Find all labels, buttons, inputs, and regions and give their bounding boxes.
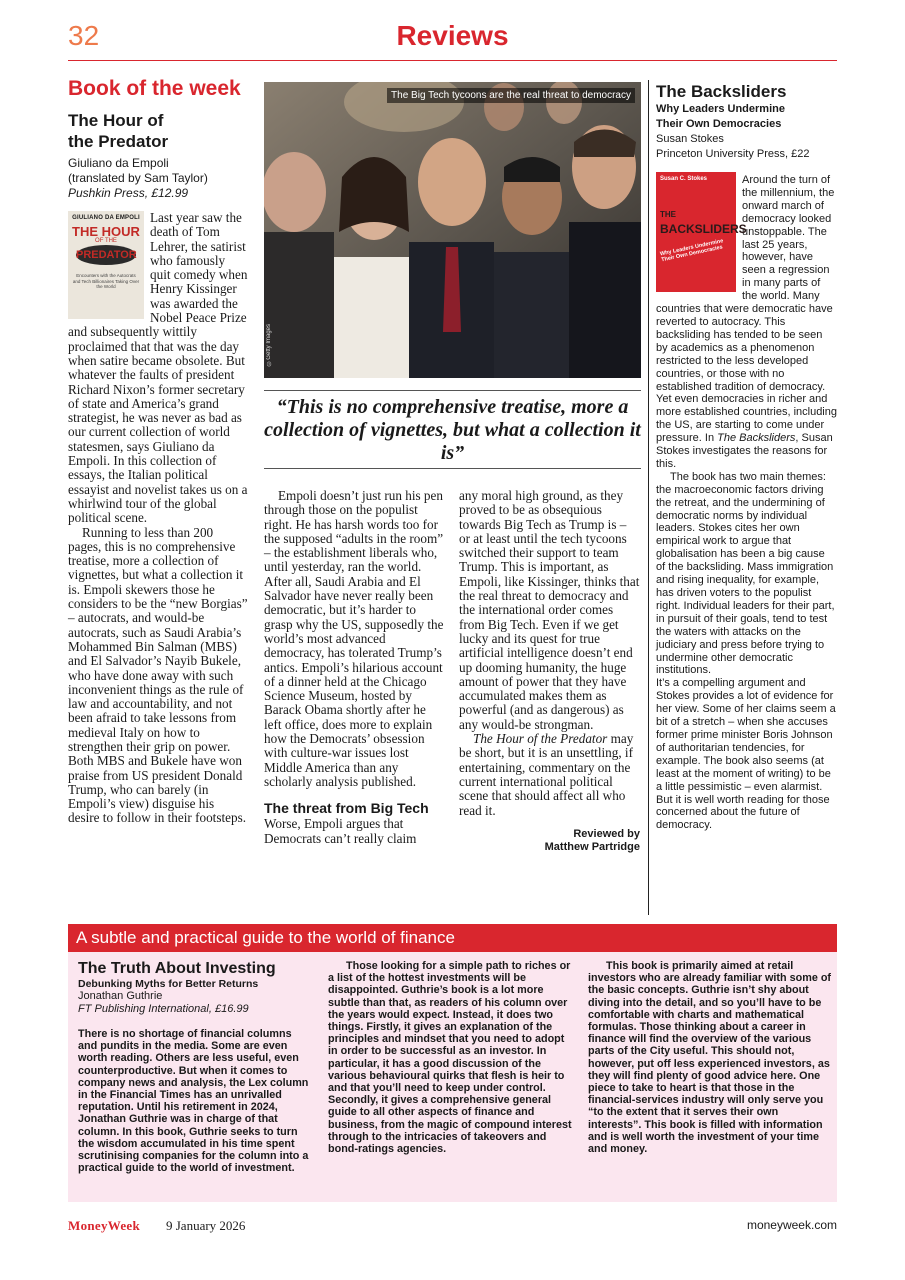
cover-author: GIULIANO DA EMPOLI [72,215,140,221]
review-paragraph-final [459,732,640,818]
book-title-italic: The Hour of the Predator [473,731,608,747]
cover-title-a: THE [660,210,676,219]
cover-title-c: PREDATOR [76,245,136,265]
para-text: Around the turn of the millennium, the onward march of democracy looked unstoppable. The last 25 years, however, have seen a regression in many parts of the world. Many countries that were democratic have reverted to autocracy. This backsliding has tended to be seen by academics as a phenomenon restricted to the less developed countries, or those with no established tradition of democracy. Yet even democracies in richer and more established countries, including the US, are starting to come under pressure. In [656,174,837,445]
review-body-col3 [459,489,640,854]
cover-author: Susan C. Stokes [660,176,708,182]
cover-title [660,208,747,236]
subhead-big-tech: The threat from Big Tech [264,800,429,817]
book-author: Giuliano da Empoli [68,156,169,170]
finance-book-publisher: FT Publishing International, £16.99 [78,1003,249,1015]
para-italic: The Backsliders [717,432,796,445]
photo-credit: ©Getty Images [266,324,272,366]
finance-col1 [78,960,310,1174]
cover-subtitle: Why Leaders Undermine Their Own Democracies [659,238,724,264]
photo-illustration [264,82,641,378]
backsliders-publisher: Princeton University Press, £22 [656,148,810,160]
photo-caption: The Big Tech tycoons are the real threat to democracy [387,88,635,103]
cover-title-b: BACKSLIDERS [660,222,747,236]
backsliders-paragraph: But it is well worth reading for those concerned about the future of democracy. [656,793,830,832]
quote-rule [264,468,641,469]
book-title-line1: The Hour of [68,111,164,130]
review-paragraph: Worse, Empoli argues that Democrats can’t really claim [264,816,417,846]
backsliders-subtitle-line1: Why Leaders Undermine [656,103,785,115]
backsliders-column [656,82,837,832]
review-paragraph-final-text: may be short, but it is an unsettling, if entertaining, commentary on the current international political scene that should affect all who read it. [459,731,634,818]
book-of-week-column [68,76,248,826]
cover-title-b: OF THE [95,238,117,244]
top-rule [68,60,837,61]
backsliders-title: The Backsliders [656,82,787,101]
moneyweek-logo: MoneyWeek [68,1218,141,1233]
finance-book-subtitle: Debunking Myths for Better Returns [78,978,259,990]
finance-paragraph: There is no shortage of financial columns and pundits in the media. Some are even worth reading. Others are less useful, even counterproductive. But when it comes to company news and analysis, the Lex column in the Financial Times has an unrivalled reputation. Until his retirement in 2024, Jonathan Guthrie was in charge of that column. In this book, Guthrie seeks to turn the wisdom accumulated in his time spent scrutinising companies for the column into a practical guide to the world of investment. [78,1028,309,1175]
reviewer-name: Matthew Partridge [544,840,640,853]
finance-banner: A subtle and practical guide to the world of finance [68,924,837,952]
photo-rule [264,390,641,391]
review-paragraph: Running to less than 200 pages, this is no comprehensive treatise, more a collection of vignettes, but what a collection it is. Empoli skewers those he considers to be the “new Borgias” – autocrats, and would-be autocrats, such as Saudi Arabia’s Mohammed Bin Salman (MBS) and El Salvador’s Nayib Bukele, who have done away with such inconvenient things as the rule of law and accountability, and not been afraid to take lessons from medieval Italy on how to strengthen their grip on power. Both MBS and Bukele have won praise from US president Donald Trump, who can barely (in Empoli’s view) disguise his desire to follow in their footsteps. [68,524,248,826]
book-title-line2: the Predator [68,132,169,151]
reviewer-credit [459,828,640,854]
review-paragraph: Empoli doesn’t just run his pen through those on the populist right. He has harsh words too for the supposed “adults in the room” – the establishment liberals who, until yesterday, ran the world. After all, Saudi Arabia and El Salvador have never really been democratic, but it’s harder to grasp why the US, supposedly the world’s most advanced democracy, has tolerated Trump’s antics. Empoli’s hilarious account of a dinner held at the Chicago Science Museum, hosted by Barack Obama shortly after he left office, does more to explain how the Democrats’ obsession with culture-war issues lost Middle America than any scholarly analysis published. [264,488,444,789]
reviewed-by-label: Reviewed by [573,827,640,840]
finance-paragraph: Those looking for a simple path to riches or a list of the hottest investments will be disappointed. Guthrie’s book is a lot more subtle than that, as readers of his column over the years would expect. Instead, it does two things. Firstly, it gives an explanation of the principles and mindset that you need to adopt in order to be successful as an investor. In particular, it has a good discussion of the various behavioural quirks that flesh is heir to and that you’ll need to keep under control. Secondly, it gives a comprehensive general guide to all other aspects of finance and business, from the magic of compound interest through to the intricacies of takeovers and bond-ratings agencies. [328,960,572,1156]
backsliders-paragraph: The book has two main themes: the macroeconomic factors driving the retreat, and the undermining of democratic norms by individual leaders. Stokes cites her own empirical work to argue that globalisation has been a big cause of the backsliding. Mass immigration and rising inequality, for example, has driven voters to the populist right. Individual leaders for their part, in pursuit of their goals, tend to test the waters with attacks on the judiciary and press before trying to undermine other democratic institutions. [656,470,835,677]
finance-book-author: Jonathan Guthrie [78,990,163,1002]
finance-review-box [68,924,837,1202]
review-paragraph: any moral high ground, as they proved to be as obsequious towards Big Tech as Trump is – or at least until the tech tycoons switched their support to team Trump. This is important, as Empoli, like Kissinger, thinks that the real threat to democracy and the international order comes from Big Tech. Even if we get lucky and its quest for true artificial intelligence doesn’t end up dooming humanity, the huge amount of power that they have accumulated makes them as powerful (and as dangerous) as any would-be strongman. [459,488,640,732]
backsliders-author: Susan Stokes [656,133,724,145]
review-paragraph: Last year saw the death of Tom Lehrer, the satirist who famously quit comedy when Henry Kissinger was awarded the Nobel Peace Prize and subsequently wittily proclaimed that that was the day when satire became obsolete. But whatever the faults of president Richard Nixon’s former secretary of state and America’s grand strategist, he was never as bad as our current collection of world statesmen, says Giuliano da Empoli. In this collection of essays, the Italian political essayist and novelist takes us on a whirlwind tour of the global political scene. [68,210,248,526]
book-cover-hour-of-predator [68,211,144,319]
book-translator: (translated by Sam Taylor) [68,171,208,185]
book-of-week-kicker: Book of the week [68,77,241,100]
section-title: Reviews [396,20,509,51]
column-divider [648,80,649,915]
review-body-col2 [264,489,444,846]
book-cover-backsliders [656,172,747,292]
pull-quote: “This is no comprehensive treatise, more a collection of vignettes, but what a collection it is” [264,396,641,464]
para-text: , Susan Stokes investigates the reasons for this. [656,432,833,470]
backsliders-subtitle-line2: Their Own Democracies [656,118,782,130]
cover-subtitle: Encounters with the Autocrats and Tech Billionaires Taking Over the World [72,273,140,289]
issue-date: 9 January 2026 [166,1218,246,1233]
book-publisher: Pushkin Press, £12.99 [68,186,189,200]
backsliders-paragraph: It’s a compelling argument and Stokes provides a lot of evidence for her view. Some of her claims seem a bit of a stretch – when she accuses former prime minister Boris Johnson of authoritarian tendencies, for example. The book also seems (at least at the moment of writing) to be a little pessimistic – even alarmist. [656,677,836,793]
page-number: 32 [68,20,100,51]
book-title [68,110,248,152]
tech-tycoons-photo [264,82,641,378]
finance-paragraph: This book is primarily aimed at retail investors who are already familiar with some of the basic concepts. Guthrie isn’t shy about diving into the detail, and so you’ll have to be comfortable with charts and mathematical formulas. Those thinking about a career in finance will find the overview of the various parts of the City useful. This should not, however, put off less experienced investors, as they will find plenty of good advice here. One piece to take to heart is that those in the financial-services industry will only serve you “to the extent that it serves their own interests”. This book is filled with information and is well worth the investment of your time and money. [588,960,832,1156]
cover-title-a: THE HOUR [72,224,140,239]
site-url[interactable]: moneyweek.com [746,1218,837,1232]
finance-book-title: The Truth About Investing [78,960,276,977]
